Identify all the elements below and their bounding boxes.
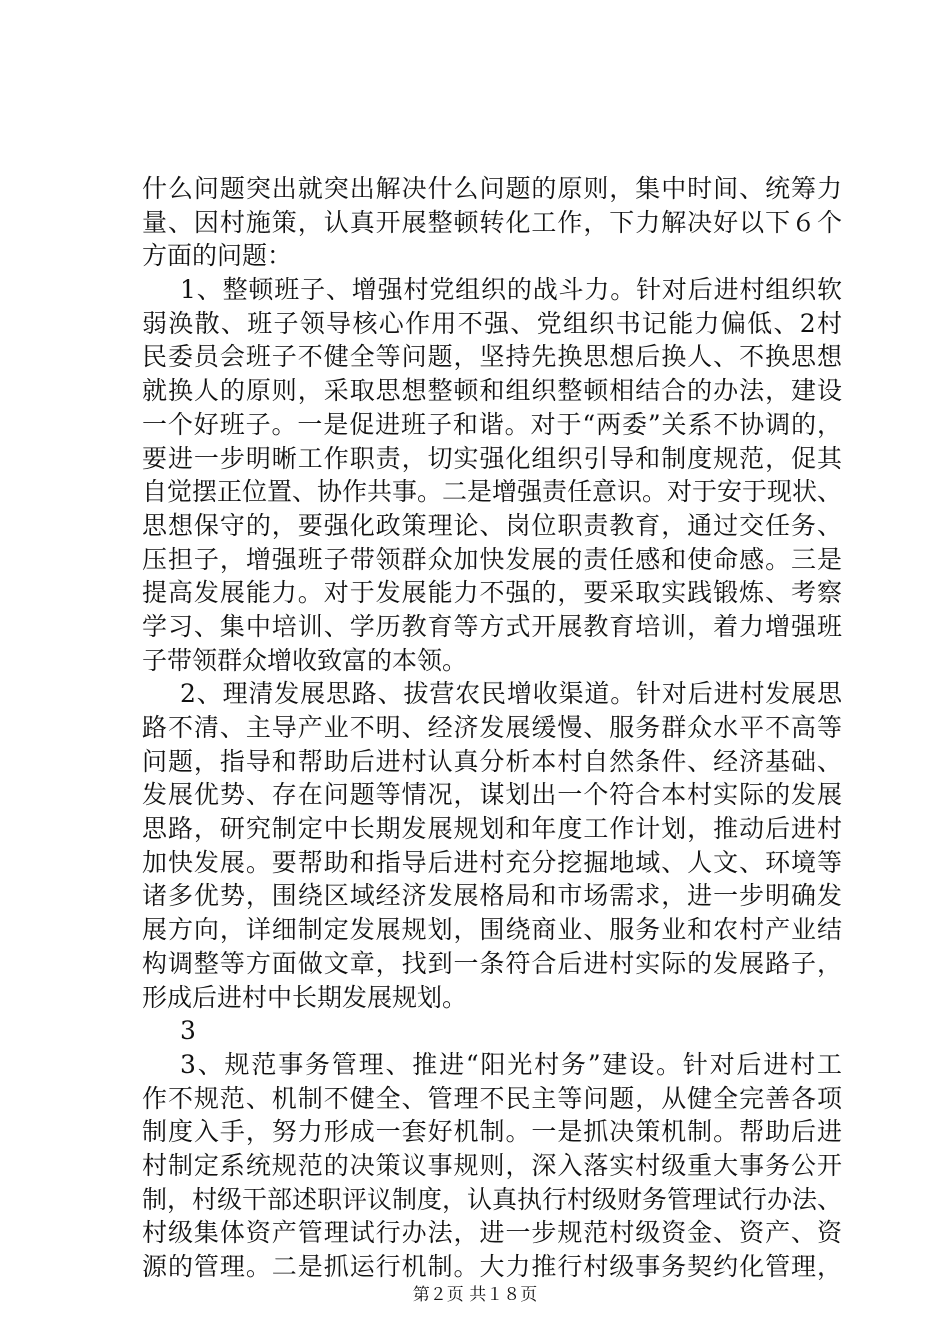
- text-line: 思路，研究制定中长期发展规划和年度工作计划，推动后进村: [142, 814, 842, 844]
- text-line: 发展优势、存在问题等情况，谋划出一个符合本村实际的发展: [142, 780, 842, 810]
- text-line: 3: [180, 1016, 196, 1046]
- page-footer: [0, 1284, 950, 1306]
- text-line: 方面的问题：: [142, 241, 293, 271]
- text-line: 3、规范事务管理、推进“阳光村务”建设。针对后进村工: [180, 1049, 842, 1079]
- text-line: 就换人的原则，采取思想整顿和组织整顿相结合的办法，建设: [142, 376, 842, 406]
- text-line: 学习、集中培训、学历教育等方式开展教育培训，着力增强班: [142, 611, 842, 641]
- text-line: 2、理清发展思路、拔营农民增收渠道。针对后进村发展思: [180, 679, 842, 709]
- text-line: 源的管理。二是抓运行机制。大力推行村级事务契约化管理，: [142, 1252, 842, 1281]
- document-body: [142, 172, 842, 1284]
- text-line: 村制定系统规范的决策议事规则，深入落实村级重大事务公开: [142, 1150, 842, 1180]
- text-line: 要进一步明晰工作职责，切实强化组织引导和制度规范，促其: [142, 443, 842, 473]
- text-line: 民委员会班子不健全等问题，坚持先换思想后换人、不换思想: [142, 342, 842, 372]
- text-line: 压担子，增强班子带领群众加快发展的责任感和使命感。三是: [142, 544, 842, 574]
- text-line: 弱涣散、班子领导核心作用不强、党组织书记能力偏低、2村: [142, 308, 842, 338]
- text-line: 1、整顿班子、增强村党组织的战斗力。针对后进村组织软: [180, 275, 842, 305]
- text-line: 什么问题突出就突出解决什么问题的原则，集中时间、统筹力: [142, 174, 842, 203]
- text-line: 诸多优势，围绕区域经济发展格局和市场需求，进一步明确发: [142, 881, 842, 911]
- text-line: 形成后进村中长期发展规划。: [142, 982, 468, 1012]
- text-line: 加快发展。要帮助和指导后进村充分挖掘地域、人文、环境等: [142, 847, 842, 877]
- text-line: 问题，指导和帮助后进村认真分析本村自然条件、经济基础、: [142, 746, 842, 776]
- text-line: 量、因村施策，认真开展整顿转化工作，下力解决好以下６个: [142, 207, 842, 237]
- text-line: 一个好班子。一是促进班子和谐。对于“两委”关系不协调的，: [142, 409, 842, 439]
- page-number-label: 第２页 共１８页: [412, 1285, 538, 1305]
- text-line: 展方向，详细制定发展规划，围绕商业、服务业和农村产业结: [142, 915, 842, 945]
- text-line: 制度入手，努力形成一套好机制。一是抓决策机制。帮助后进: [142, 1117, 842, 1147]
- text-line: 制，村级干部述职评议制度，认真执行村级财务管理试行办法、: [142, 1184, 843, 1214]
- text-line: 思想保守的，要强化政策理论、岗位职责教育，通过交任务、: [142, 510, 842, 540]
- text-line: 村级集体资产管理试行办法，进一步规范村级资金、资产、资: [142, 1218, 842, 1248]
- text-line: 作不规范、机制不健全、管理不民主等问题，从健全完善各项: [142, 1083, 842, 1113]
- text-line: 构调整等方面做文章，找到一条符合后进村实际的发展路子，: [142, 948, 842, 978]
- text-line: 子带领群众增收致富的本领。: [142, 645, 468, 675]
- text-line: 提高发展能力。对于发展能力不强的，要采取实践锻炼、考察: [142, 578, 842, 608]
- text-line: 路不清、主导产业不明、经济发展缓慢、服务群众水平不高等: [142, 713, 842, 742]
- text-line: 自觉摆正位置、协作共事。二是增强责任意识。对于安于现状、: [142, 477, 843, 507]
